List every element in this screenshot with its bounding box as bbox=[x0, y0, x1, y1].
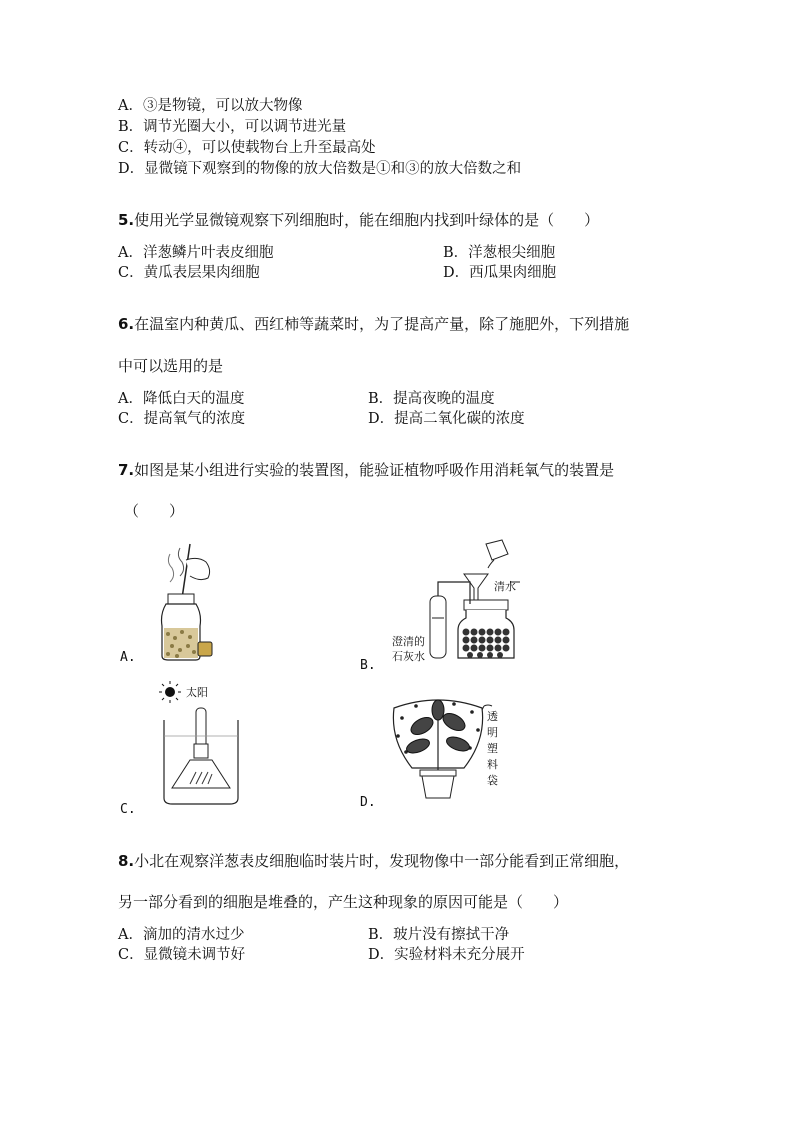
q5-option-d: D．西瓜果肉细胞 bbox=[443, 265, 557, 281]
sun-icon bbox=[159, 681, 181, 703]
q7-stem-line2: （ ） bbox=[124, 502, 185, 520]
q8-number: 8. bbox=[118, 852, 135, 870]
q7-number: 7. bbox=[118, 461, 135, 479]
q8-stem-line1 bbox=[118, 851, 629, 871]
q5-text: 使用光学显微镜观察下列细胞时，能在细胞内找到叶绿体的是（ ） bbox=[134, 211, 600, 229]
q8-option-a: A．滴加的清水过少 bbox=[118, 927, 245, 943]
figure-b-limewater-label-1: 澄清的 bbox=[392, 635, 425, 648]
figure-c-jar-with-plant bbox=[150, 680, 240, 810]
q6-option-d: D．提高二氧化碳的浓度 bbox=[368, 411, 525, 427]
figure-d-bag-char-1: 透 bbox=[487, 710, 498, 723]
figure-b-label: B. bbox=[360, 658, 376, 673]
q6-option-a: A．降低白天的温度 bbox=[118, 391, 245, 407]
q6-option-b: B．提高夜晚的温度 bbox=[368, 391, 495, 407]
q7-text-1: 如图是某小组进行实验的装置图，能验证植物呼吸作用消耗氧气的装置是 bbox=[134, 461, 615, 479]
figure-d-bag-char-2: 明 bbox=[487, 726, 498, 739]
q8-option-c: C．显微镜未调节好 bbox=[118, 947, 246, 963]
figure-d-plant-in-bag bbox=[388, 690, 518, 810]
q5-number: 5. bbox=[118, 211, 135, 229]
figure-d-bag-char-5: 袋 bbox=[487, 774, 498, 787]
figure-c-label: C. bbox=[120, 802, 136, 817]
q8-option-b: B．玻片没有擦拭干净 bbox=[368, 927, 510, 943]
q5-option-c: C．黄瓜表层果肉细胞 bbox=[118, 265, 260, 281]
q5-option-a: A．洋葱鳞片叶表皮细胞 bbox=[118, 245, 274, 261]
q4-option-b: B．调节光圈大小，可以调节进光量 bbox=[118, 119, 347, 135]
q5-stem bbox=[118, 210, 599, 230]
figure-d-label: D. bbox=[360, 795, 376, 810]
q8-option-d: D．实验材料未充分展开 bbox=[368, 947, 525, 963]
q6-option-c: C．提高氧气的浓度 bbox=[118, 411, 246, 427]
q7-stem-line1 bbox=[118, 460, 614, 480]
figure-d-bag-char-4: 料 bbox=[487, 758, 498, 771]
q6-number: 6. bbox=[118, 315, 135, 333]
figure-a-jar-with-seeds bbox=[150, 542, 230, 664]
figure-a-label: A. bbox=[120, 650, 136, 665]
figure-d-bag-char-3: 塑 bbox=[487, 742, 498, 755]
figure-b-water-label: 清水 bbox=[494, 580, 516, 593]
q4-option-a: A．③是物镜，可以放大物像 bbox=[118, 98, 303, 114]
q6-stem-line2: 中可以选用的是 bbox=[118, 357, 224, 375]
q5-option-b: B．洋葱根尖细胞 bbox=[443, 245, 556, 261]
figure-b-limewater-label-2: 石灰水 bbox=[392, 650, 425, 663]
q6-stem-line1 bbox=[118, 314, 629, 334]
figure-c-sun-label: 太阳 bbox=[186, 686, 208, 699]
q4-option-d: D．显微镜下观察到的物像的放大倍数是①和③的放大倍数之和 bbox=[118, 161, 522, 177]
q8-text-1: 小北在观察洋葱表皮细胞临时装片时，发现物像中一部分能看到正常细胞， bbox=[134, 852, 630, 870]
figure-b-bottle-limewater bbox=[390, 538, 530, 668]
q6-text-1: 在温室内种黄瓜、西红柿等蔬菜时，为了提高产量，除了施肥外，下列措施 bbox=[134, 315, 630, 333]
q4-option-c: C．转动④，可以使载物台上升至最高处 bbox=[118, 140, 376, 156]
q8-stem-line2: 另一部分看到的细胞是堆叠的，产生这种现象的原因可能是（ ） bbox=[118, 893, 569, 911]
